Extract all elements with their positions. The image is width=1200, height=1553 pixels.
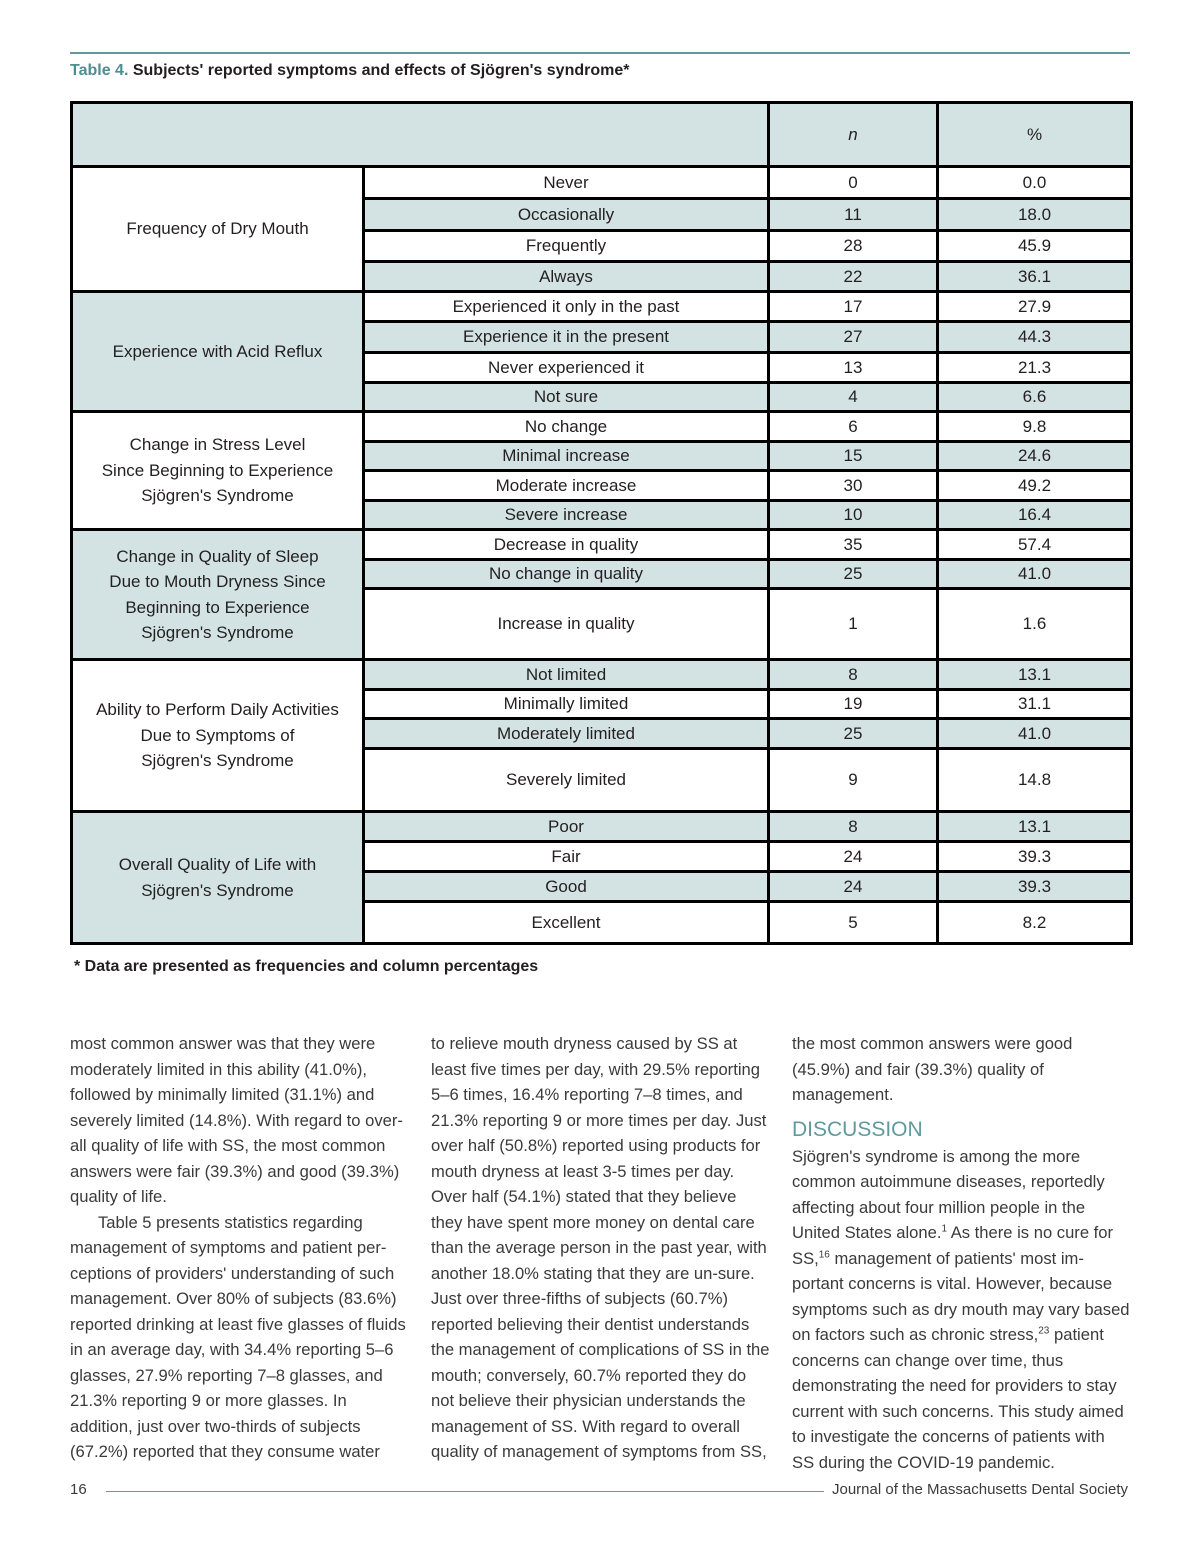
response-cell: Always	[364, 262, 769, 292]
pct-cell: 16.4	[938, 501, 1132, 530]
category-line: Sjögren's Syndrome	[141, 623, 294, 642]
response-cell: Occasionally	[364, 199, 769, 231]
response-cell: Fair	[364, 842, 769, 872]
pct-cell: 9.8	[938, 412, 1132, 442]
footer-rule	[106, 1491, 824, 1492]
n-cell: 22	[769, 262, 938, 292]
table-row	[72, 292, 1132, 322]
header-n: n	[769, 103, 938, 167]
category-line: Sjögren's Syndrome	[141, 751, 294, 771]
n-cell: 19	[769, 690, 938, 719]
category-line: Ability to Perform Daily Activities	[96, 700, 339, 720]
n-cell: 28	[769, 231, 938, 262]
citation-ref: 1	[941, 1223, 948, 1235]
citation-ref: 16	[818, 1248, 830, 1260]
category-acid-reflux: Experience with Acid Reflux	[72, 292, 364, 412]
n-cell: 30	[769, 471, 938, 501]
n-cell: 8	[769, 812, 938, 842]
n-cell: 4	[769, 383, 938, 412]
pct-cell: 21.3	[938, 353, 1132, 383]
pct-cell: 13.1	[938, 812, 1132, 842]
response-cell: Minimally limited	[364, 690, 769, 719]
n-cell: 6	[769, 412, 938, 442]
n-cell: 25	[769, 560, 938, 589]
category-line: Beginning to Experience	[125, 597, 310, 617]
pct-cell: 8.2	[938, 902, 1132, 944]
body-paragraph: the most common answers were good (45.9%) and fair (39.3%) quality of management.	[792, 1034, 1073, 1104]
table-row	[72, 530, 1132, 560]
table-caption	[70, 62, 629, 80]
response-cell: No change	[364, 412, 769, 442]
table-footnote: * Data are presented as frequencies and column percentages	[74, 958, 539, 975]
body-paragraph: most common answer was that they were moderately limited in this ability (41.0%), followed by minimally limited (31.1%) and severely limited (14.8%). With regard to over-all quality of life with SS, the most common answers were fair (39.3%) and good (39.3%) quality of life.	[70, 1034, 403, 1206]
pct-cell: 18.0	[938, 199, 1132, 231]
body-column-2	[431, 1031, 771, 1465]
pct-cell: 0.0	[938, 167, 1132, 199]
table-row	[72, 812, 1132, 842]
n-cell: 25	[769, 719, 938, 749]
category-line: Sjögren's Syndrome	[141, 486, 294, 506]
response-cell: Not limited	[364, 660, 769, 690]
response-cell: Moderately limited	[364, 719, 769, 749]
citation-ref: 23	[1038, 1325, 1050, 1337]
text-run: management of patients' most im-portant concerns is vital. However, because symptoms such as dry mouth may vary based on factors such as chronic stress,	[792, 1248, 1130, 1344]
n-cell: 11	[769, 199, 938, 231]
response-cell: Not sure	[364, 383, 769, 412]
response-cell: Never	[364, 167, 769, 199]
n-cell: 5	[769, 902, 938, 944]
category-dry-mouth: Frequency of Dry Mouth	[72, 167, 364, 292]
text-run: As there is no cure for SS,	[792, 1223, 1114, 1268]
pct-cell: 39.3	[938, 842, 1132, 872]
n-cell: 9	[769, 749, 938, 812]
response-cell: Excellent	[364, 902, 769, 944]
pct-cell: 6.6	[938, 383, 1132, 412]
text-run: Sjögren's syndrome is among the more common autoimmune diseases, reportedly affecting about four million people in the United States alone.	[792, 1146, 1105, 1242]
category-line: Since Beginning to Experience	[101, 460, 334, 480]
top-rule	[70, 52, 1130, 54]
pct-cell: 45.9	[938, 231, 1132, 262]
pct-cell: 14.8	[938, 749, 1132, 812]
n-cell: 27	[769, 322, 938, 353]
table-row	[72, 660, 1132, 690]
journal-name: Journal of the Massachusetts Dental Society	[832, 1481, 1128, 1498]
response-cell: Experienced it only in the past	[364, 292, 769, 322]
body-column-3	[792, 1031, 1130, 1475]
pct-cell: 49.2	[938, 471, 1132, 501]
pct-cell: 1.6	[938, 589, 1132, 660]
n-cell: 24	[769, 872, 938, 902]
category-daily-activities	[72, 660, 364, 812]
n-cell: 1	[769, 589, 938, 660]
response-cell: Poor	[364, 812, 769, 842]
table-row	[72, 412, 1132, 442]
n-cell: 0	[769, 167, 938, 199]
n-cell: 15	[769, 442, 938, 471]
body-paragraph: to relieve mouth dryness caused by SS at least five times per day, with 29.5% reporting 5–6 times, 16.4% reporting 7–8 times, and 21.3% reporting 9 or more times per day. Just over half (50.8%) reported using products for mouth dryness at least 3-5 times per day. Over half (54.1%) stated that they believe they have spent more money on dental care than the average person in the past year, with another 18.0% stating that they are un-sure. Just over three-fifths of subjects (60.7%) reported believing their dentist understands the management of complications of SS in the mouth; conversely, 60.7% reported they do not believe their physician understands the management of SS. With regard to overall quality of management of symptoms from SS,	[431, 1034, 770, 1461]
body-column-1	[70, 1031, 410, 1465]
pct-cell: 39.3	[938, 872, 1132, 902]
header-percent: %	[938, 103, 1132, 167]
table-row	[72, 167, 1132, 199]
n-cell: 17	[769, 292, 938, 322]
n-cell: 24	[769, 842, 938, 872]
table-header-row	[72, 103, 1132, 167]
n-cell: 8	[769, 660, 938, 690]
category-line: Due to Symptoms of	[140, 725, 295, 745]
pct-cell: 44.3	[938, 322, 1132, 353]
response-cell: No change in quality	[364, 560, 769, 589]
response-cell: Severely limited	[364, 749, 769, 812]
pct-cell: 57.4	[938, 530, 1132, 560]
category-line: Sjögren's Syndrome	[141, 880, 294, 900]
n-cell: 35	[769, 530, 938, 560]
response-cell: Severe increase	[364, 501, 769, 530]
category-line: Due to Mouth Dryness Since	[109, 572, 326, 591]
pct-cell: 13.1	[938, 660, 1132, 690]
header-blank	[72, 103, 769, 167]
page-footer	[70, 1481, 1130, 1503]
table-label: Table 4.	[70, 62, 129, 79]
category-line: Overall Quality of Life with	[118, 855, 317, 874]
discussion-paragraph	[792, 1144, 1130, 1476]
response-cell: Decrease in quality	[364, 530, 769, 560]
response-cell: Never experienced it	[364, 353, 769, 383]
pct-cell: 41.0	[938, 560, 1132, 589]
pct-cell: 27.9	[938, 292, 1132, 322]
category-quality-of-sleep	[72, 530, 364, 660]
page-number: 16	[70, 1481, 87, 1498]
table-title: Subjects' reported symptoms and effects of Sjögren's syndrome*	[132, 62, 630, 79]
pct-cell: 36.1	[938, 262, 1132, 292]
text-run: patient concerns can change over time, thus demonstrating the need for providers to stay current with such concerns. This study aimed to investigate the concerns of patients with SS during the COVID-19 pandemic.	[792, 1325, 1124, 1472]
pct-cell: 24.6	[938, 442, 1132, 471]
response-cell: Minimal increase	[364, 442, 769, 471]
pct-cell: 31.1	[938, 690, 1132, 719]
n-cell: 10	[769, 501, 938, 530]
n-cell: 13	[769, 353, 938, 383]
symptoms-table	[70, 101, 1133, 945]
discussion-heading: DISCUSSION	[792, 1117, 923, 1141]
response-cell: Frequently	[364, 231, 769, 262]
pct-cell: 41.0	[938, 719, 1132, 749]
category-line: Change in Stress Level	[129, 435, 306, 455]
response-cell: Experience it in the present	[364, 322, 769, 353]
body-paragraph: Table 5 presents statistics regarding management of symptoms and patient per-ceptions of providers' understanding of such management. Over 80% of subjects (83.6%) reported drinking at least five glasses of fluids in an average day, with 34.4% reporting 5–6 glasses, 27.9% reporting 7–8 glasses, and 21.3% reporting 9 or more glasses. In addition, just over two-thirds of subjects (67.2%) reported that they consume water	[70, 1212, 406, 1461]
response-cell: Good	[364, 872, 769, 902]
category-line: Change in Quality of Sleep	[116, 546, 319, 566]
category-stress-level	[72, 412, 364, 530]
category-quality-of-life	[72, 812, 364, 944]
response-cell: Moderate increase	[364, 471, 769, 501]
response-cell: Increase in quality	[364, 589, 769, 660]
